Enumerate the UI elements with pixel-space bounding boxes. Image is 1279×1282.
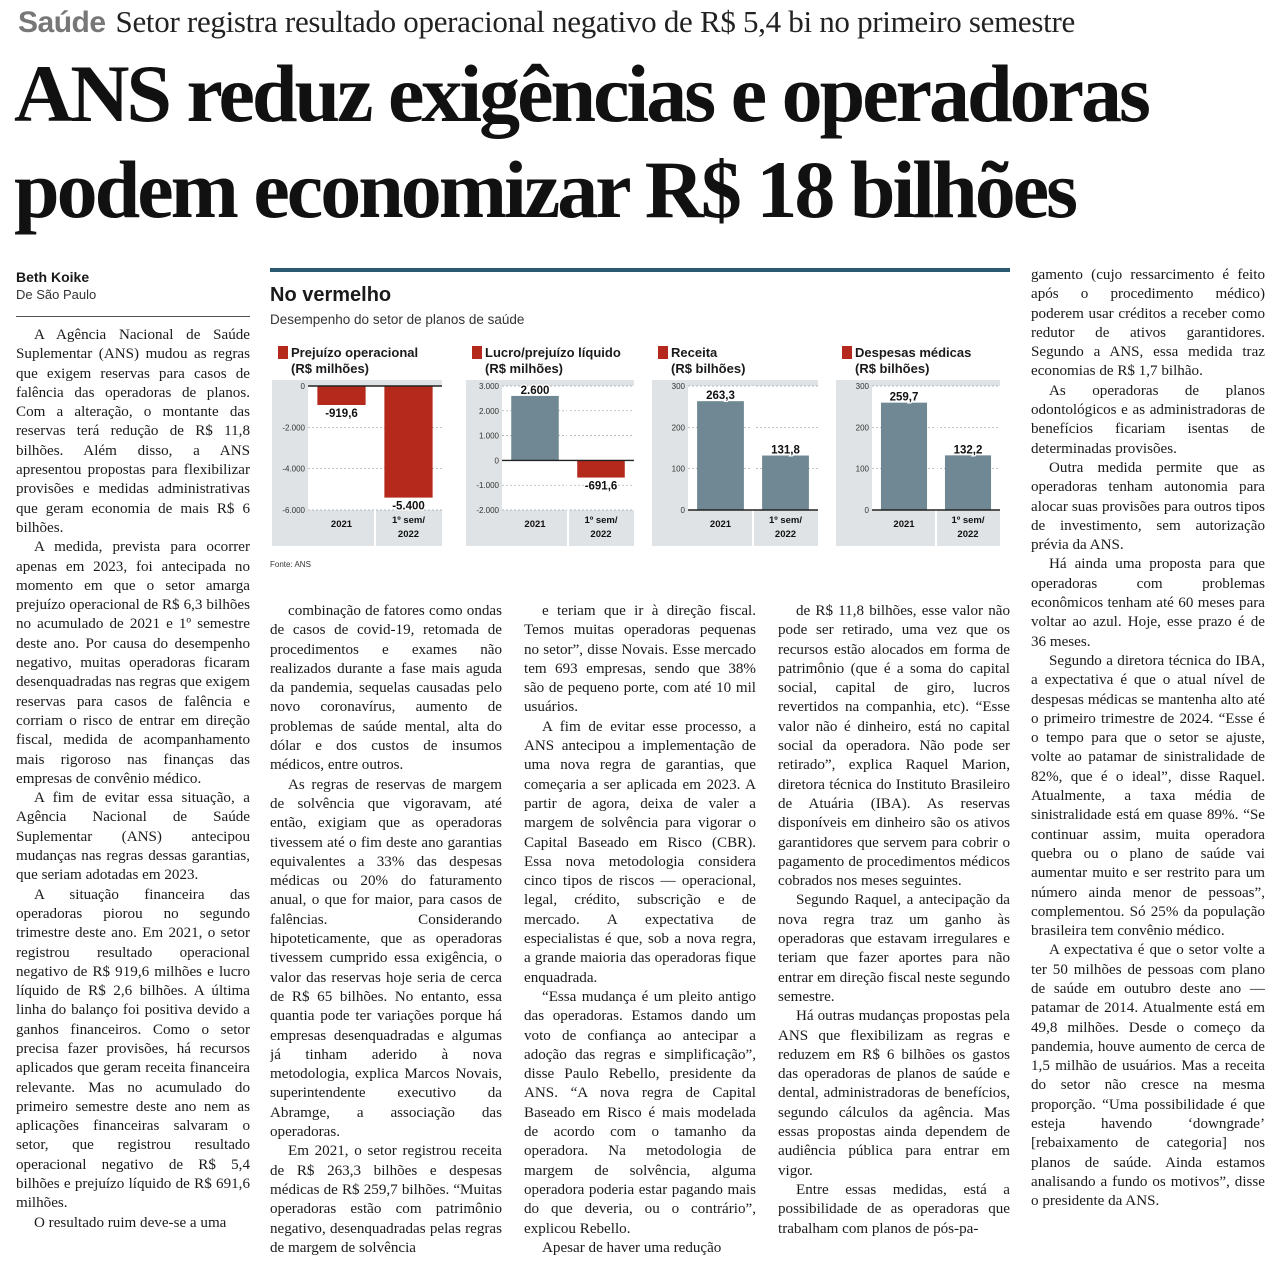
article-paragraph: Entre essas medidas, está a possibilidade de as operadoras que trabalham com planos de pós-pa- [778,1181,1010,1237]
chart-unit: (R$ bilhões) [671,361,746,376]
article-column-3 [524,602,756,1272]
article-paragraph: A Agência Nacional de Saúde Suplementar (ANS) mudou as regras que exigem reservas para casos de falência das operadoras de planos. Com a alteração, o montante das reservas terá redução de R$ 11,8 bilhões. Além disso, a ANS apresentou propostas para flexibilizar provisões e medidas administrativas que geram economia de mais R$ 6 bilhões. [16,327,250,536]
headline-line-1: ANS reduz exigências e operadoras [14,48,1148,139]
data-label: -691,6 [584,480,618,493]
y-tick-label: 0 [864,506,869,515]
x-tick-label-line: 2022 [590,529,612,540]
article-paragraph: A fim de evitar essa situação, a Agência Nacional de Saúde Suplementar (ANS) antecipou mudanças nas regras dessas garantias, que seriam adotadas em 2023. [16,790,250,884]
chart-title: Prejuízo operacional [291,345,419,360]
infographic-title: No vermelho [270,284,392,306]
x-tick-label-line: 1º sem/ [951,515,985,526]
article-column-5 [1031,266,1265,1272]
infographic-source: Fonte: ANS [270,560,311,569]
headline-line-2: podem economizar R$ 18 bilhões [14,144,1076,235]
bar [762,456,809,510]
article-paragraph: de R$ 11,8 bilhões, esse valor não pode ser retirado, uma vez que os recursos estão alocados em forma de patrimônio (que é a soma do capital social, capital de giro, lucros revertidos na companhia, etc). “Esse valor não é dinheiro, está no capital social da operadora. Não pode ser retirado”, explica Raquel Marion, diretora técnica do Instituto Brasileiro de Atuária (IBA). As reservas disponíveis em dinheiro são os ativos garantidores que servem para cobrir o pagamento de procedimentos médicos cobrados nos meses seguintes. [778,603,1010,890]
chart-title: Receita [671,345,718,360]
article-paragraph: Segundo a diretora técnica do IBA, a expectativa é que o atual nível de despesas médicas se mantenha alto até o primeiro trimestre de 2024. “Esse é o tempo para que o setor se ajuste, volte ao patamar de sinistralidade de 82%, que é o ideal”, disse Raquel. Atualmente, a taxa média de sinistralidade está em quase 89%. “Se continuar assim, muita operadora quebra ou o plano de saúde vai aumentar muito e ser restrito para um número ainda menor de pessoas”, complementou. Só 25% da população brasileira tem convênio médico. [1031,652,1265,940]
article-paragraph: A medida, prevista para ocorrer apenas em 2023, foi antecipada no momento em que o setor amarga prejuízo operacional de R$ 6,3 bilhões no acumulado de 2021 e 1º semestre deste ano. Por causa do desempenho negativo, muitas operadoras ficaram desenquadradas nas regras que exigem reservas para casos de falência e corriam o risco de entrar em direção fiscal, medida de acompanhamento mais rigoroso nas finanças das empresas de convênio médico. [16,539,250,787]
y-tick-label: 300 [671,382,685,391]
y-tick-label: 3.000 [478,382,499,391]
chart-title: Despesas médicas [855,345,972,360]
y-tick-label: 1.000 [478,431,499,441]
y-tick-label: 300 [855,382,869,391]
chart-title-marker [472,346,482,359]
data-label: -919,6 [325,408,358,421]
y-tick-label: 200 [855,423,869,433]
article-column-1 [16,326,250,1272]
article-column-2 [270,602,502,1272]
data-label: -5.400 [392,500,425,513]
data-label: 263,3 [706,390,735,403]
infographic [270,268,1010,578]
y-tick-label: 0 [494,456,499,466]
y-tick-label: 0 [300,382,305,391]
y-tick-label: -2.000 [282,423,305,433]
y-tick-label: 100 [671,464,685,474]
x-tick-label: 2021 [893,519,915,530]
y-tick-label: 0 [680,506,685,515]
y-tick-label: 2.000 [478,406,499,416]
infographic-subtitle: Desempenho do setor de planos de saúde [270,312,525,327]
article-paragraph: O resultado ruim deve-se a uma [34,1214,227,1231]
bar [881,403,927,510]
article-paragraph: As operadoras de planos odontológicos e as administradoras de benefícios ficariam isentas de determinadas provisões. [1031,382,1265,457]
article-paragraph: Em 2021, o setor registrou receita de R$ 263,3 bilhões e despesas médicas de R$ 259,7 bilhões. “Muitas operadoras estão com patrimônio negativo, desenquadradas pelas regras de margem de solvência [270,1143,502,1256]
byline-author: Beth Koike [16,269,90,285]
headline [14,46,1264,238]
x-tick-label-line: 2022 [774,529,797,540]
bar [384,386,432,498]
article-paragraph: e teriam que ir à direção fiscal. Temos muitas operadoras pequenas no setor”, disse Novais. Esse mercado tem 693 empresas, sendo que 38% são de pequeno porte, com até 10 mil usuários. [524,603,756,716]
article-paragraph: gamento (cujo ressarcimento é feito após o procedimento médico) poderem usar créditos a receber como redutor de ativos garantidores. Segundo a ANS, essa medida traz economias de R$ 1,7 bilhão. [1031,267,1265,380]
data-label: 131,8 [771,444,800,457]
y-tick-label: 100 [855,464,869,474]
chart-title: Lucro/prejuízo líquido [485,345,621,360]
chart-unit: (R$ bilhões) [855,361,930,376]
data-label: 2.600 [520,384,550,397]
article-paragraph: A fim de evitar esse processo, a ANS antecipou a implementação de uma nova regra de garantias, que começaria a ser aplicada em 2023. A partir de agora, deixa de valer a margem de solvência para vigorar o Capital Baseado em Risco (CBR). Essa nova metodologia considera cinco tipos de riscos — operacional, legal, crédito, subscrição e de mercado. A expectativa de especialistas é que, sob a nova regra, a grande maioria das operadoras fique enquadrada. [524,718,756,986]
x-tick-label-line: 1º sem/ [391,515,426,526]
bar [317,386,365,405]
bar [697,401,744,510]
article-paragraph: “Essa mudança é um pleito antigo das operadoras. Estamos dando um voto de confiança ao antecipar a adoção das regras e simplificação”, disse Paulo Rebello, presidente da ANS. “A nova regra de Capital Baseado em Risco é mais modelada de acordo com o tamanho da operadora. Na metodologia de margem de solvência, alguma operadora poderia estar pagando mais do que deveria, ou o contrário”, explicou Rebello. [524,988,756,1237]
y-tick-label: -6.000 [282,506,305,515]
byline-location: De São Paulo [16,287,97,302]
x-tick-label-line: 2022 [957,529,979,540]
data-label: 132,2 [953,444,983,457]
y-tick-label: -4.000 [282,464,305,474]
x-tick-label-line: 1º sem/ [768,515,803,526]
article-paragraph: Segundo Raquel, a antecipação da nova regra traz um ganho às operadoras que estavam irregulares e teriam que fazer aportes para não entrar em direção fiscal neste segundo semestre. [778,892,1010,1005]
article-paragraph: A expectativa é que o setor volte a ter 50 milhões de pessoas com plano de saúde em outubro deste ano — patamar de 2014. Atualmente está em 49,8 milhões. Desde o começo da pandemia, houve aumento de cerca de 1,5 milhão de usuários. Mas a receita do setor não cresce na mesma proporção. “Uma possibilidade é que esteja havendo ‘downgrade’ [rebaixamento de categoria] nos planos de saúde. Ainda estamos analisando a fundo os motivos”, disse o presidente da ANS. [1031,942,1265,1210]
article-column-4 [778,602,1010,1272]
bar [577,460,625,477]
data-label: 259,7 [889,391,919,404]
byline [16,268,250,317]
kicker [18,4,1268,44]
article-paragraph: Outra medida permite que as operadoras tenham autonomia para alocar suas provisões para outros tipos de investimento, sem autorização prévia da ANS. [1031,459,1265,554]
bar [511,396,559,460]
chart-unit: (R$ milhões) [291,361,370,376]
x-tick-label: 2021 [524,519,546,530]
subheadline: Setor registra resultado operacional negativo de R$ 5,4 bi no primeiro semestre [115,4,1075,39]
article-paragraph: Apesar de haver uma redução [542,1239,722,1256]
y-tick-label: 200 [671,423,685,433]
bar [945,455,991,510]
chart-unit: (R$ milhões) [485,361,564,376]
article-paragraph: As regras de reservas de margem de solvência que vigoravam, até então, exigiam que as operadoras tivessem até o fim deste ano garantias equivalentes a 33% das despesas médicas ou 20% do faturamento anual, o que for maior, para casos de falências. Considerando hipoteticamente, que as operadoras tivessem cumprido essa exigência, o valor das reservas hoje seria de cerca de R$ 65 bilhões. No entanto, essa quantia pode ter variações porque há empresas desenquadradas e algumas já tinham aderido à nova metodologia, explica Marcos Novais, superintendente executivo da Abramge, a associação das operadoras. [270,776,502,1141]
article-paragraph: combinação de fatores como ondas de casos de covid-19, retomada de procedimentos e exames não realizados durante a fase mais aguda da pandemia, sequelas causadas pelo novo coronavírus, aumento de problemas de saúde mental, alta do dólar e dos custos de insumos médicos, entre outros. [270,603,502,774]
x-tick-label: 2021 [709,519,732,530]
article-paragraph: Há ainda uma proposta para que operadoras com problemas econômicos tenham até 60 meses para voltar ao azul. Hoje, esse prazo é de 36 meses. [1031,556,1265,650]
y-tick-label: -1.000 [476,481,499,491]
chart-title-marker [658,346,668,359]
article-paragraph: A situação financeira das operadoras piorou no segundo trimestre deste ano. Em 2021, o setor registrou resultado operacional negativo de R$ 919,6 milhões e lucro líquido de R$ 2,6 bilhões. A última linha do balanço foi positiva devido a ganhos financeiros. Como o setor precisa fazer provisões, há recursos aplicados que geram receita financeira relevante. Mas no acumulado do primeiro semestre deste ano nem as aplicações financeiras salvaram o setor, que registrou resultado operacional negativo de R$ 5,4 bilhões e prejuízo líquido de R$ 691,6 milhões. [16,886,250,1212]
x-tick-label: 2021 [330,519,353,530]
y-tick-label: -2.000 [476,506,499,515]
x-tick-label-line: 1º sem/ [584,515,618,526]
chart-title-marker [842,346,852,359]
chart-title-marker [278,346,288,359]
section-label: Saúde [18,6,106,39]
x-tick-label-line: 2022 [397,529,420,540]
article-paragraph: Há outras mudanças propostas pela ANS que flexibilizam as regras e reduzem em R$ 6 bilhões os gastos das operadoras de planos de saúde e dental, administradoras de benefícios, segundo cálculos da agência. Mas essas propostas ainda dependem de audiência pública para entrar em vigor. [778,1008,1010,1179]
